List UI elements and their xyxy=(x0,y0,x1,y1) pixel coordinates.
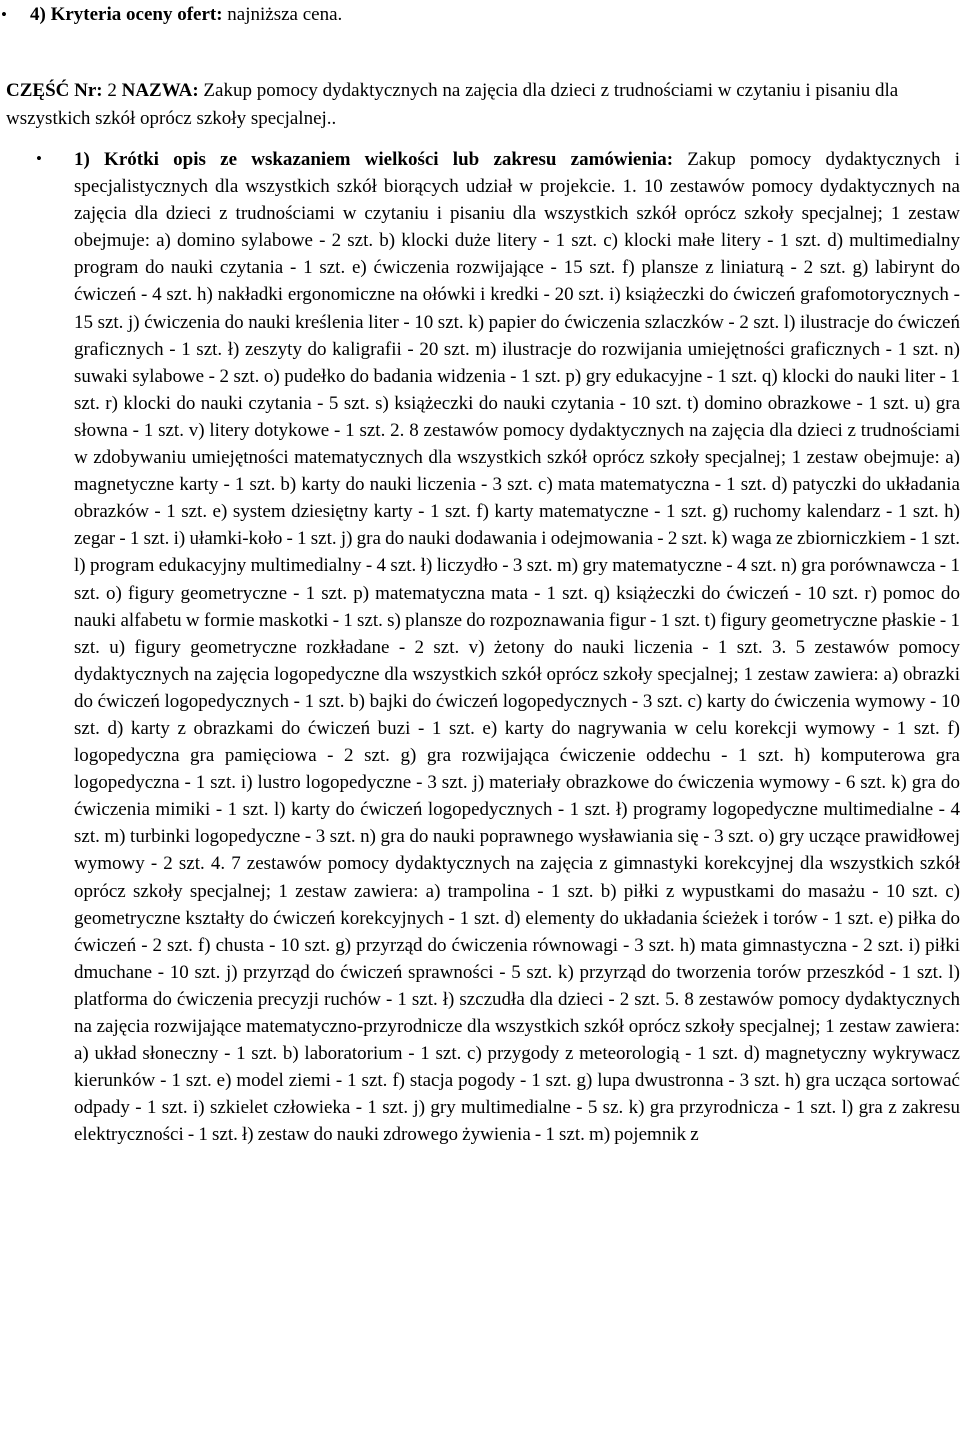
description-text: Zakup pomocy dydaktycznych i specjalistycznych dla wszystkich szkół biorących udział w projekcie. 1. 10 zestawów pomocy dydaktycznych na zajęcia dla dzieci z trudnościami w czytaniu i pisaniu dla wszystkich szkół oprócz szkoły specjalnej; 1 zestaw obejmuje: a) domino sylabowe - 2 szt. b) klocki duże litery - 1 szt. c) klocki małe litery - 1 szt. d) multimedialny program do nauki czytania - 1 szt. e) ćwiczenia rozwijające - 15 szt. f) plansze z liniaturą - 2 szt. g) labirynt do ćwiczeń - 4 szt. h) nakładki ergonomiczne na ołówki i kredki - 20 szt. i) książeczki do ćwiczeń grafomotorycznych - 15 szt. j) ćwiczenia do nauki kreślenia liter - 10 szt. k) papier do ćwiczenia szlaczków - 2 szt. l) ilustracje do ćwiczeń graficznych - 1 szt. ł) zeszyty do kaligrafii - 20 szt. m) ilustracje do rozwijania umiejętności graficznych - 1 szt. n) suwaki sylabowe - 2 szt. o) pudełko do badania widzenia - 1 szt. p) gry edukacyjne - 1 szt. q) klocki do nauki liter - 1 szt. r) klocki do nauki czytania - 5 szt. s) książeczki do nauki czytania - 10 szt. t) domino obrazkowe - 1 szt. u) gra słowna - 1 szt. v) litery dotykowe - 1 szt. 2. 8 zestawów pomocy dydaktycznych na zajęcia dla dzieci z trudnościami w zdobywaniu umiejętności matematycznych dla wszystkich szkół oprócz szkoły specjalnej; 1 zestaw obejmuje: a) magnetyczne karty - 1 szt. b) karty do nauki liczenia - 3 szt. c) mata matematyczna - 1 szt. d) patyczki do układania obrazków - 1 szt. e) system dziesiętny karty - 1 szt. f) karty matematyczne - 1 szt. g) ruchomy kalendarz - 1 szt. h) zegar - 1 szt. i) ułamki-koło - 1 szt. j) gra do nauki dodawania i odejmowania - 2 szt. k) waga ze zbiorniczkiem - 1 szt. l) program edukacyjny multimedialny - 4 szt. ł) liczydło - 3 szt. m) gry matematyczne - 4 szt. n) gra porównawcza - 1 szt. o) figury geometryczne - 1 szt. p) matematyczna mata - 1 szt. q) książeczki do ćwiczeń - 10 szt. r) pomoc do nauki alfabetu w formie maskotki - 1 szt. s) plansze do rozpoznawania figur - 1 szt. t) figury geometryczne płaskie - 1 szt. u) figury geometryczne rozkładane - 2 szt. v) żetony do nauki liczenia - 1 szt. 3. 5 zestawów pomocy dydaktycznych na zajęcia logopedyczne dla wszystkich szkół oprócz szkoły specjalnej; 1 zestaw zawiera: a) obrazki do ćwiczeń logopedycznych - 1 szt. b) bajki do ćwiczeń logopedycznych - 3 szt. c) karty do ćwiczenia wymowy - 10 szt. d) karty z obrazkami do ćwiczeń buzi - 1 szt. e) karty do nagrywania w celu korekcji wymowy - 1 szt. f) logopedyczna gra pamięciowa - 2 szt. g) gra rozwijająca ćwiczenie oddechu - 1 szt. h) komputerowa gra logopedyczna - 1 szt. i) lustro logopedyczne - 3 szt. j) materiały obrazkowe do ćwiczenia wymowy - 6 szt. k) gra do ćwiczenia mimiki - 1 szt. l) karty do ćwiczeń logopedycznych - 1 szt. ł) programy logopedyczne multimedialne - 4 szt. m) turbinki logopedyczne - 3 szt. n) gra do nauki poprawnego wysławiania się - 3 szt. o) gry uczące prawidłowej wymowy - 2 szt. 4. 7 zestawów pomocy dydaktycznych na zajęcia z gimnastyki korekcyjnej dla wszystkich szkół oprócz szkoły specjalnej; 1 zestaw zawiera: a) trampolina - 1 szt. b) piłki z wypustkami do masażu - 10 szt. c) geometryczne kształty do ćwiczeń korekcyjnych - 1 szt. d) elementy do układania ścieżek i torów - 1 szt. e) piłka do ćwiczeń - 2 szt. f) chusta - 10 szt. g) przyrząd do ćwiczenia równowagi - 3 szt. h) mata gimnastyczna - 2 szt. i) piłki dmuchane - 10 szt. j) przyrząd do ćwiczeń sprawności - 5 szt. k) przyrząd do tworzenia torów przeszkód - 1 szt. l) platforma do ćwiczenia precyzji ruchów - 1 szt. ł) szczudła dla dzieci - 2 szt. 5. 8 zestawów pomocy dydaktycznych na zajęcia rozwijające matematyczno-przyrodnicze dla wszystkich szkół oprócz szkoły specjalnej; 1 zestaw zawiera: a) układ słoneczny - 1 szt. b) laboratorium - 1 szt. c) przygody z meteorologią - 1 szt. d) magnetyczny wykrywacz kierunków - 1 szt. e) model ziemi - 1 szt. f) stacja pogody - 1 szt. g) lupa dwustronna - 3 szt. h) gra ucząca sortować odpady - 1 szt. i) szkielet człowieka - 1 szt. j) gry multimedialne - 5 sz. k) gra przyrodnicza - 1 szt. l) gra z zakresu elektryczności - 1 szt. ł) zestaw do nauki zdrowego żywienia - 1 szt. m) pojemnik z xyxy=(74,149,960,1146)
part-name-value: Zakup pomocy dydaktycznych na zajęcia dla dzieci z trudnościami w czytaniu i pisaniu dla wszystkich szkół oprócz szkoły specjalnej.. xyxy=(6,80,899,129)
bullet-icon: • xyxy=(1,5,7,24)
part-heading xyxy=(6,77,936,133)
part-name-label: NAZWA: xyxy=(121,80,199,101)
description-label: 1) Krótki opis ze wskazaniem wielkości lub zakresu zamówienia: xyxy=(74,149,674,170)
criteria-value: najniższa cena. xyxy=(227,4,343,25)
part-number: 2 xyxy=(107,80,117,101)
bullet-icon: • xyxy=(36,149,42,168)
criteria-list-item xyxy=(1,2,930,29)
part-label: CZĘŚĆ Nr: xyxy=(6,80,103,101)
criteria-label: 4) Kryteria oceny ofert: xyxy=(30,4,223,25)
description-list-item xyxy=(36,146,960,1148)
